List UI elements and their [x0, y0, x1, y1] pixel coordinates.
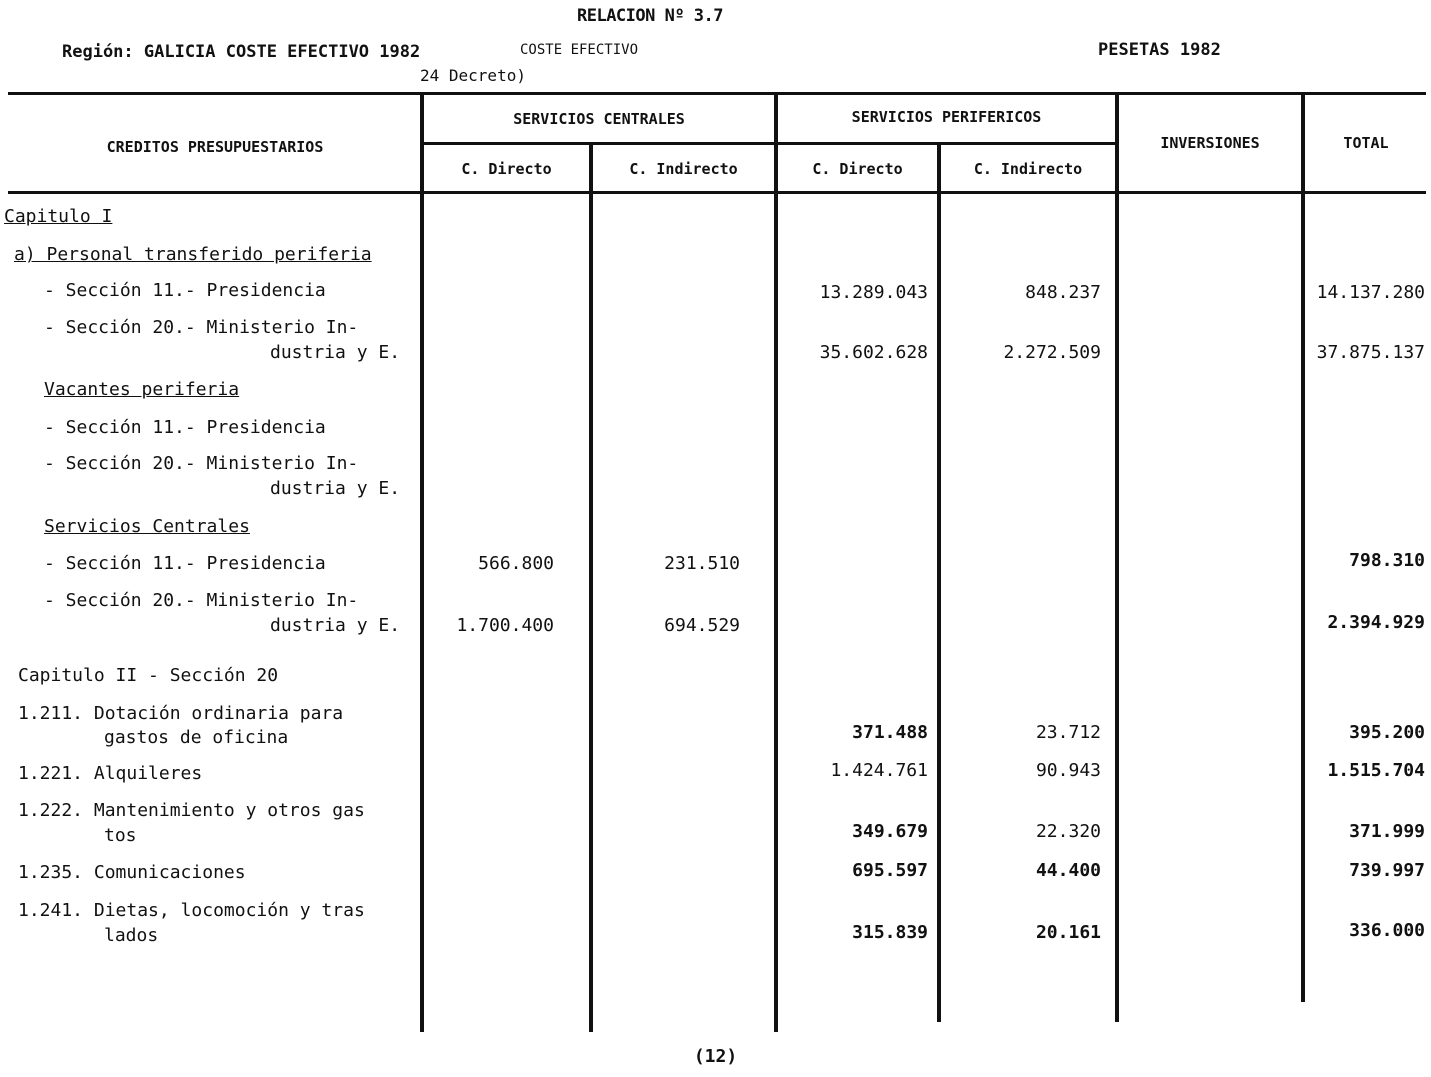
- header-bottom-rule: [8, 191, 1426, 194]
- row-label: 1.211. Dotación ordinaria para: [18, 703, 344, 724]
- row-label: - Sección 11.- Presidencia: [44, 280, 326, 301]
- col-header-p-indirecto: C. Indirecto: [973, 160, 1083, 178]
- total-cell: 14.137.280: [1316, 282, 1425, 303]
- value-cell: 20.161: [1035, 922, 1101, 943]
- value-cell: 35.602.628: [819, 342, 928, 363]
- total-cell: 1.515.704: [1327, 760, 1425, 781]
- top-rule: [8, 92, 1426, 95]
- row-label: 1.222. Mantenimiento y otros gas: [18, 800, 365, 821]
- row-label-cont: lados: [104, 925, 159, 946]
- total-cell: 395.200: [1349, 722, 1425, 743]
- total-cell: 739.997: [1349, 860, 1425, 881]
- row-label: 1.221. Alquileres: [18, 763, 203, 784]
- decreto-note: 24 Decreto): [420, 66, 526, 85]
- row-label-cont: gastos de oficina: [104, 727, 289, 748]
- col-header-serv-perifericos: SERVICIOS PERIFERICOS: [851, 108, 1042, 126]
- page-number: (12): [693, 1046, 738, 1067]
- col-divider-1: [420, 92, 424, 1032]
- col-header-creditos: CREDITOS PRESUPUESTARIOS: [106, 138, 324, 156]
- row-label: - Sección 20.- Ministerio In-: [44, 590, 359, 611]
- row-label: - Sección 20.- Ministerio In-: [44, 453, 359, 474]
- value-cell: 13.289.043: [819, 282, 928, 303]
- region-heading: Región: GALICIA COSTE EFECTIVO 1982: [62, 42, 421, 62]
- value-cell: 44.400: [1035, 860, 1101, 881]
- group-servicios-centrales: Servicios Centrales: [44, 516, 250, 537]
- value-cell: 23.712: [1035, 722, 1101, 743]
- row-label: 1.241. Dietas, locomoción y tras: [18, 900, 365, 921]
- section-capitulo-1: Capitulo I: [4, 206, 113, 227]
- value-cell: 2.272.509: [1003, 342, 1101, 363]
- coste-efectivo-label: COSTE EFECTIVO: [520, 42, 639, 58]
- row-label-cont: dustria y E.: [270, 478, 401, 499]
- value-cell: 22.320: [1035, 821, 1101, 842]
- col-divider-4: [937, 142, 941, 1022]
- subheader-rule: [424, 142, 1118, 145]
- value-cell: 848.237: [1025, 282, 1101, 303]
- value-cell: 349.679: [852, 821, 928, 842]
- row-label: - Sección 11.- Presidencia: [44, 553, 326, 574]
- col-header-c-directo: C. Directo: [461, 160, 552, 178]
- col-divider-2: [589, 142, 593, 1032]
- value-cell: 315.839: [852, 922, 928, 943]
- row-label: - Sección 11.- Presidencia: [44, 417, 326, 438]
- row-label-cont: dustria y E.: [270, 342, 401, 363]
- row-label-cont: dustria y E.: [270, 615, 401, 636]
- total-cell: 2.394.929: [1327, 612, 1425, 633]
- value-cell: 1.424.761: [830, 760, 928, 781]
- value-cell: 566.800: [478, 553, 554, 574]
- section-capitulo-2: Capitulo II - Sección 20: [18, 665, 279, 686]
- col-header-serv-centrales: SERVICIOS CENTRALES: [513, 110, 685, 128]
- col-divider-3: [774, 92, 778, 1032]
- total-cell: 37.875.137: [1316, 342, 1425, 363]
- col-divider-5: [1115, 92, 1119, 1022]
- group-personal-transferido: a) Personal transferido periferia: [14, 244, 372, 265]
- value-cell: 371.488: [852, 722, 928, 743]
- total-cell: 336.000: [1349, 920, 1425, 941]
- value-cell: 1.700.400: [456, 615, 554, 636]
- value-cell: 231.510: [664, 553, 740, 574]
- row-label-cont: tos: [104, 825, 137, 846]
- col-header-c-indirecto: C. Indirecto: [629, 160, 738, 178]
- value-cell: 90.943: [1035, 760, 1101, 781]
- row-label: - Sección 20.- Ministerio In-: [44, 317, 359, 338]
- row-label: 1.235. Comunicaciones: [18, 862, 246, 883]
- col-header-total: TOTAL: [1343, 134, 1389, 152]
- total-cell: 371.999: [1349, 821, 1425, 842]
- value-cell: 694.529: [664, 615, 740, 636]
- document-title: RELACION Nº 3.7: [576, 6, 724, 26]
- group-vacantes-periferia: Vacantes periferia: [44, 379, 240, 400]
- value-cell: 695.597: [852, 860, 928, 881]
- currency-heading: PESETAS 1982: [1098, 40, 1221, 60]
- total-cell: 798.310: [1349, 550, 1425, 571]
- col-header-p-directo: C. Directo: [812, 160, 903, 178]
- col-header-inversiones: INVERSIONES: [1160, 134, 1260, 152]
